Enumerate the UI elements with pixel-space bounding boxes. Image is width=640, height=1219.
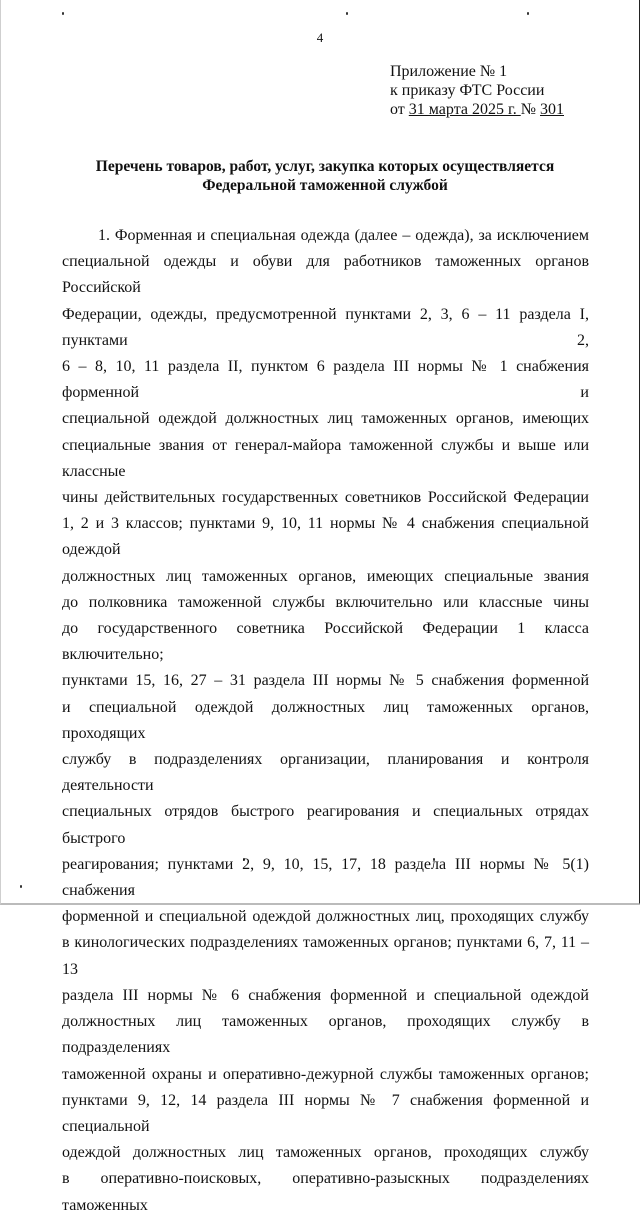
paragraph-line: и специальной одеждой должностных лиц таможенных органов, проходящих — [62, 698, 589, 742]
paragraph-line: специальной одеждой должностных лиц таможенных органов, имеющих — [62, 410, 589, 428]
paragraph-line: 1, 2 и 3 классов; пунктами 9, 10, 11 нормы № 4 снабжения специальной одеждой — [62, 515, 589, 559]
title-line: Федеральной таможенной службой — [202, 177, 448, 194]
paragraph-line: чины действительных государственных советников Российской Федерации — [62, 489, 589, 507]
paragraph-line: должностных лиц таможенных органов, имеющих специальные звания — [62, 567, 589, 585]
paragraph-line: реагирования; пунктами 2, 9, 10, 15, 17, 18 раздела III нормы № 5(1) снабжения — [62, 855, 589, 900]
paragraph-line: в оперативно-поисковых, оперативно-разыскных подразделениях таможенных — [62, 1170, 589, 1214]
page-number: 4 — [316, 30, 324, 45]
appendix-order-ref: к приказу ФТС России — [390, 82, 545, 99]
order-number: 301 — [540, 101, 564, 118]
scan-speck — [62, 12, 64, 15]
paragraph-line: одеждой должностных лиц таможенных органов, проходящих службу — [62, 1144, 589, 1162]
scan-speck — [527, 12, 529, 15]
appendix-title: Приложение № 1 — [390, 63, 508, 80]
date-prefix: от — [390, 101, 405, 118]
document-title — [60, 157, 590, 195]
paragraph-line: раздела III нормы № 6 снабжения форменной и специальной одеждой — [62, 986, 589, 1004]
paragraph-line: в кинологических подразделениях таможенных органов; пунктами 6, 7, 11 – 13 — [62, 934, 589, 978]
paragraph-line: до государственного советника Российской Федерации 1 класса включительно; — [62, 620, 589, 664]
paragraph-line: пунктами 15, 16, 27 – 31 раздела III нормы № 5 снабжения форменной — [62, 672, 589, 690]
scan-speck — [346, 12, 348, 15]
paragraph-line: специальной одежды и обуви для работников таможенных органов Российской — [62, 253, 589, 297]
paragraph-line: до полковника таможенной службы включительно или классные чины — [62, 593, 589, 611]
paragraph-line: 1. Форменная и специальная одежда (далее – одежда), за исключением — [98, 227, 589, 244]
number-sign: № — [520, 101, 536, 118]
paragraph-line: должностных лиц таможенных органов, проходящих службу в подразделениях — [62, 1013, 589, 1057]
paragraph-line: специальных отрядов быстрого реагирования и специальных отрядах быстрого — [62, 803, 589, 847]
paragraph-line: специальные звания от генерал-майора таможенной службы и выше или классные — [62, 436, 589, 480]
scan-speck — [20, 885, 22, 888]
paragraph-line: Федерации, одежды, предусмотренной пунктами 2, 3, 6 – 11 раздела I, пунктами 2, — [62, 305, 589, 349]
appendix-block — [390, 62, 564, 119]
paragraph-line: форменной и специальной одеждой должностных лиц, проходящих службу — [62, 908, 589, 926]
body-paragraph — [62, 223, 589, 1219]
paragraph-line: пунктами 9, 12, 14 раздела III нормы № 7 снабжения форменной и специальной — [62, 1091, 589, 1135]
order-date: 31 марта 2025 г. — [408, 101, 521, 118]
paragraph-line: 6 – 8, 10, 11 раздела II, пунктом 6 раздела III нормы № 1 снабжения форменной и — [62, 358, 589, 402]
paragraph-line: таможенной охраны и оперативно-дежурной службы таможенных органов; — [62, 1065, 589, 1083]
title-line: Перечень товаров, работ, услуг, закупка которых осуществляется — [95, 158, 555, 175]
appendix-date-line — [390, 100, 564, 119]
paragraph-line: службу в подразделениях организации, планирования и контроля деятельности — [62, 751, 589, 795]
